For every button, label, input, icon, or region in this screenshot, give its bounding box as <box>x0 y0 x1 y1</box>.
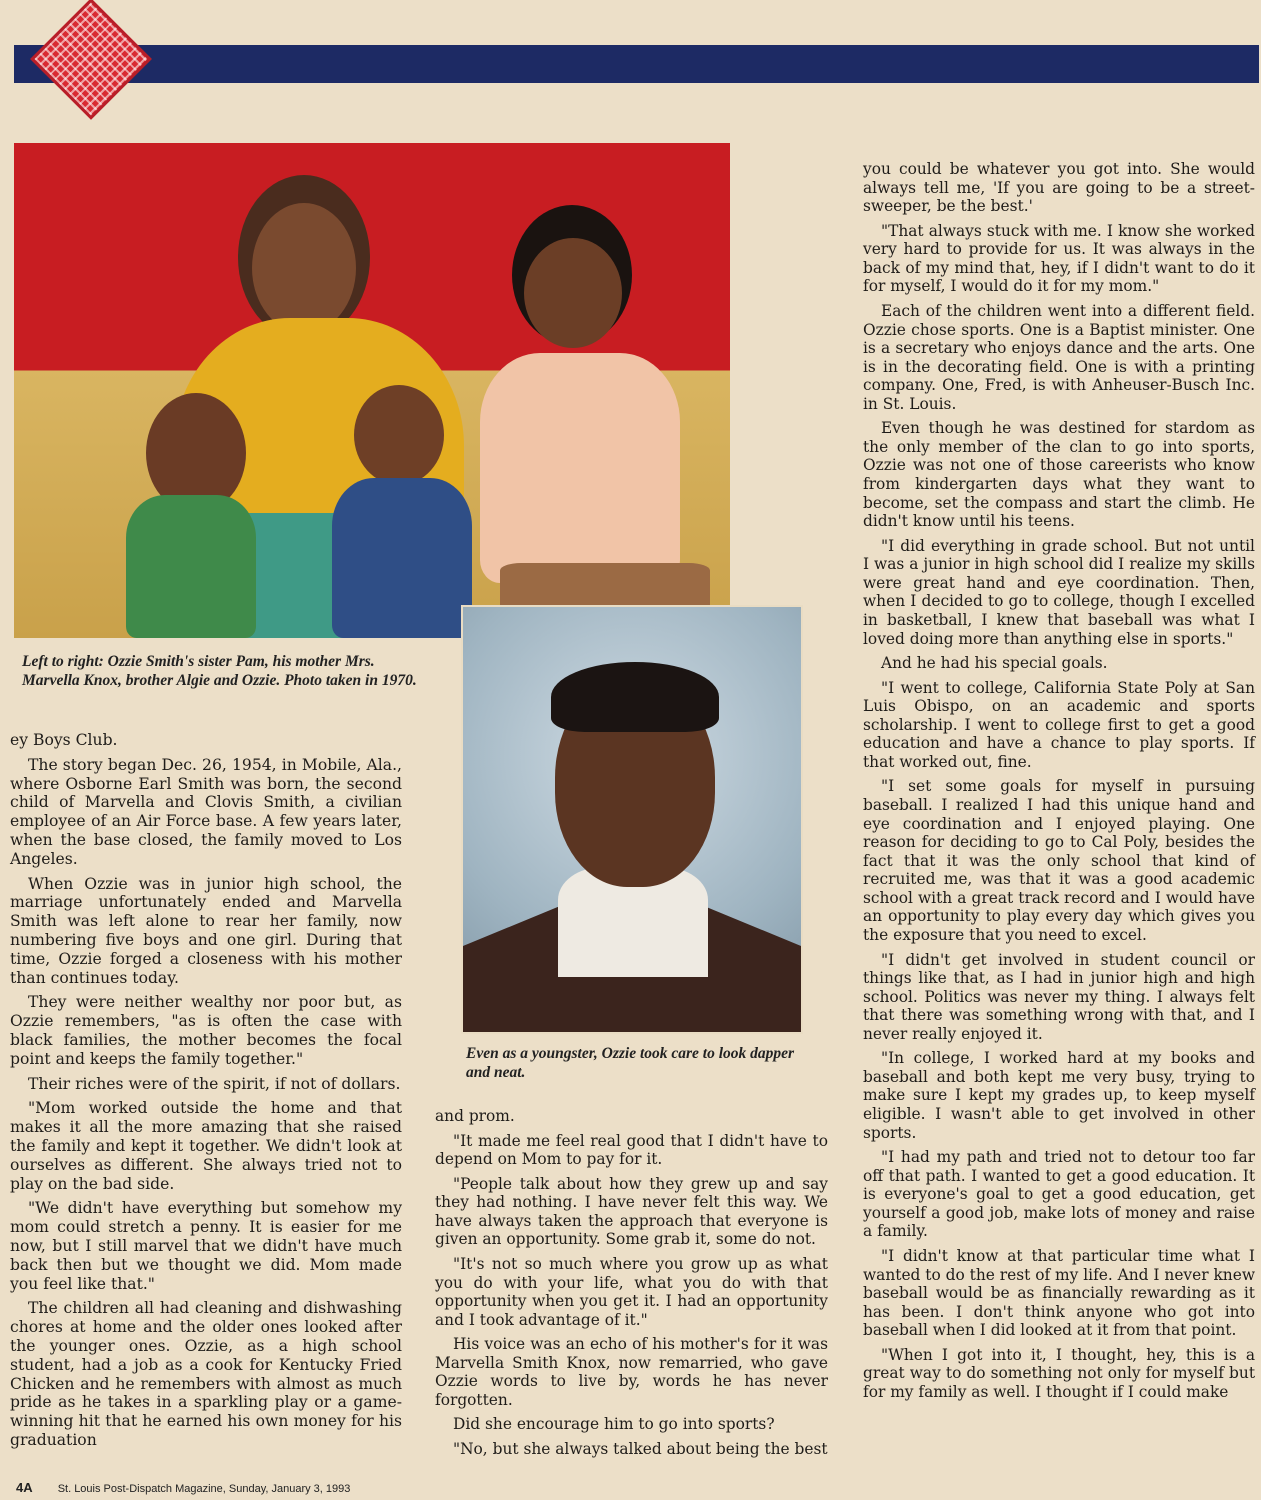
page-number: 4A <box>16 1480 33 1495</box>
paragraph: "I didn't know at that particular time what I wanted to do the rest of my life. And I never knew baseball would be as financially rewarding as it has been. I don't think anyone who got into baseball when I did looked at it from that point. <box>863 1246 1255 1340</box>
paragraph: "When I got into it, I thought, hey, this is a great way to do something not only for myself but for my family as well. I thought if I could make <box>863 1345 1255 1401</box>
paragraph: "People talk about how they grew up and say they had nothing. I have never felt this way. We have always taken the approach that everyone is given an opportunity. Some grab it, some do not. <box>435 1174 828 1249</box>
paragraph: "It's not so much where you grow up as what you do with your life, what you do with that opportunity when you get it. I had an opportunity and I took advantage of it." <box>435 1254 828 1329</box>
paragraph: "I did everything in grade school. But not until I was a junior in high school did I realize my skills were great hand and eye coordination. Then, when I decided to go to college, though I excelled in basketball, I knew that baseball was what I loved doing more than anything else in sports." <box>863 536 1255 648</box>
paragraph: Their riches were of the spirit, if not of dollars. <box>28 1074 401 1093</box>
family-photo <box>14 143 730 638</box>
paragraph: Did she encourage him to go into sports? <box>453 1415 775 1434</box>
article-column-3 <box>863 160 1255 1407</box>
paragraph: "That always stuck with me. I know she worked very hard to provide for us. It was always in the back of my mind that, hey, if I didn't want to do it for myself, I would do it for my mom." <box>863 221 1255 296</box>
paragraph: you could be whatever you got into. She would always tell me, 'If you are going to be a street-sweeper, be the best.' <box>863 160 1255 216</box>
diamond-logo-icon <box>30 0 152 120</box>
article-column-1 <box>10 731 402 1456</box>
header-band <box>14 45 1259 83</box>
paragraph: And he had his special goals. <box>881 654 1108 673</box>
publication-line: St. Louis Post-Dispatch Magazine, Sunday, January 3, 1993 <box>57 1483 351 1495</box>
paragraph: "I had my path and tried not to detour too far off that path. I wanted to get a good education. It is everyone's goal to get a good education, get yourself a good job, make lots of money and raise a family. <box>863 1148 1255 1241</box>
paragraph: "Mom worked outside the home and that makes it all the more amazing that she raised the family and kept it together. We didn't look at ourselves as different. She always tried not to play on the bad side. <box>10 1099 402 1193</box>
paragraph: "It made me feel real good that I didn't have to depend on Mom to pay for it. <box>435 1131 828 1169</box>
paragraph: and prom. <box>435 1107 515 1125</box>
article-column-2 <box>435 1107 828 1465</box>
portrait-photo <box>461 605 803 1034</box>
paragraph: When Ozzie was in junior high school, the marriage unfortunately ended and Marvella Smith was left alone to rear her family, now numbering five boys and one girl. During that time, Ozzie forged a closeness with his mother than continues today. <box>10 874 402 987</box>
paragraph: The children all had cleaning and dishwashing chores at home and the older ones looked after the younger ones. Ozzie, as a high school student, had a job as a cook for Kentucky Fried Chicken and he remembers with almost as much pride as he takes in a sparkling play or a game-winning hit that he earned his own money for his graduation <box>10 1299 402 1449</box>
paragraph: ey Boys Club. <box>10 731 118 749</box>
portrait-photo-caption: Even as a youngster, Ozzie took care to look dapper and neat. <box>466 1045 795 1081</box>
paragraph: They were neither wealthy nor poor but, as Ozzie remembers, "as is often the case with black families, the mother becomes the focal point and keeps the family together." <box>10 993 402 1068</box>
paragraph: The story began Dec. 26, 1954, in Mobile, Ala., where Osborne Earl Smith was born, the second child of Marvella and Clovis Smith, a civilian employee of an Air Force base. A few years later, when the base closed, the family moved to Los Angeles. <box>10 755 402 868</box>
paragraph: Each of the children went into a different field. Ozzie chose sports. One is a Baptist minister. One is a secretary who enjoys dance and the arts. One is in the decorating field. One is with a printing company. One, Fred, is with Anheuser-Busch Inc. in St. Louis. <box>863 301 1255 413</box>
paragraph: "I didn't get involved in student council or things like that, as I had in junior high and high school. Politics was never my thing. I always felt that there was something wrong with that, and I never really enjoyed it. <box>863 950 1255 1043</box>
paragraph: "I set some goals for myself in pursuing baseball. I realized I had this unique hand and eye coordination and I enjoyed playing. One reason for deciding to go to Cal Poly, besides the fact that it was the only school that kind of recruited me, was that it was a good academic school with a great track record and I would have an opportunity to play every day which gives you the exposure that you need to excel. <box>863 777 1255 944</box>
paragraph: "No, but she always talked about being the best <box>453 1440 828 1458</box>
paragraph: His voice was an echo of his mother's for it was Marvella Smith Knox, now remarried, who gave Ozzie words to live by, words he has never forgotten. <box>435 1335 828 1409</box>
paragraph: "I went to college, California State Poly at San Luis Obispo, on an academic and sports scholarship. I went to college first to get a good education and have a chance to play sports. If that worked out, fine. <box>863 678 1255 771</box>
paragraph: "We didn't have everything but somehow my mom could stretch a penny. It is easier for me now, but I still marvel that we didn't have much back then but we thought we did. Mom made you feel like that." <box>10 1199 402 1293</box>
paragraph: "In college, I worked hard at my books and baseball and both kept me very busy, trying to make sure I kept my grades up, to keep myself eligible. I wasn't able to get involved in other sports. <box>863 1049 1255 1142</box>
page-footer <box>16 1480 350 1495</box>
family-photo-caption: Left to right: Ozzie Smith's sister Pam, his mother Mrs. Marvella Knox, brother Algie and Ozzie. Photo taken in 1970. <box>22 653 417 689</box>
paragraph: Even though he was destined for stardom as the only member of the clan to go into sports, Ozzie was not one of those careerists who know from kindergarten days what they want to become, set the compass and start the climb. He didn't know until his teens. <box>863 419 1255 531</box>
